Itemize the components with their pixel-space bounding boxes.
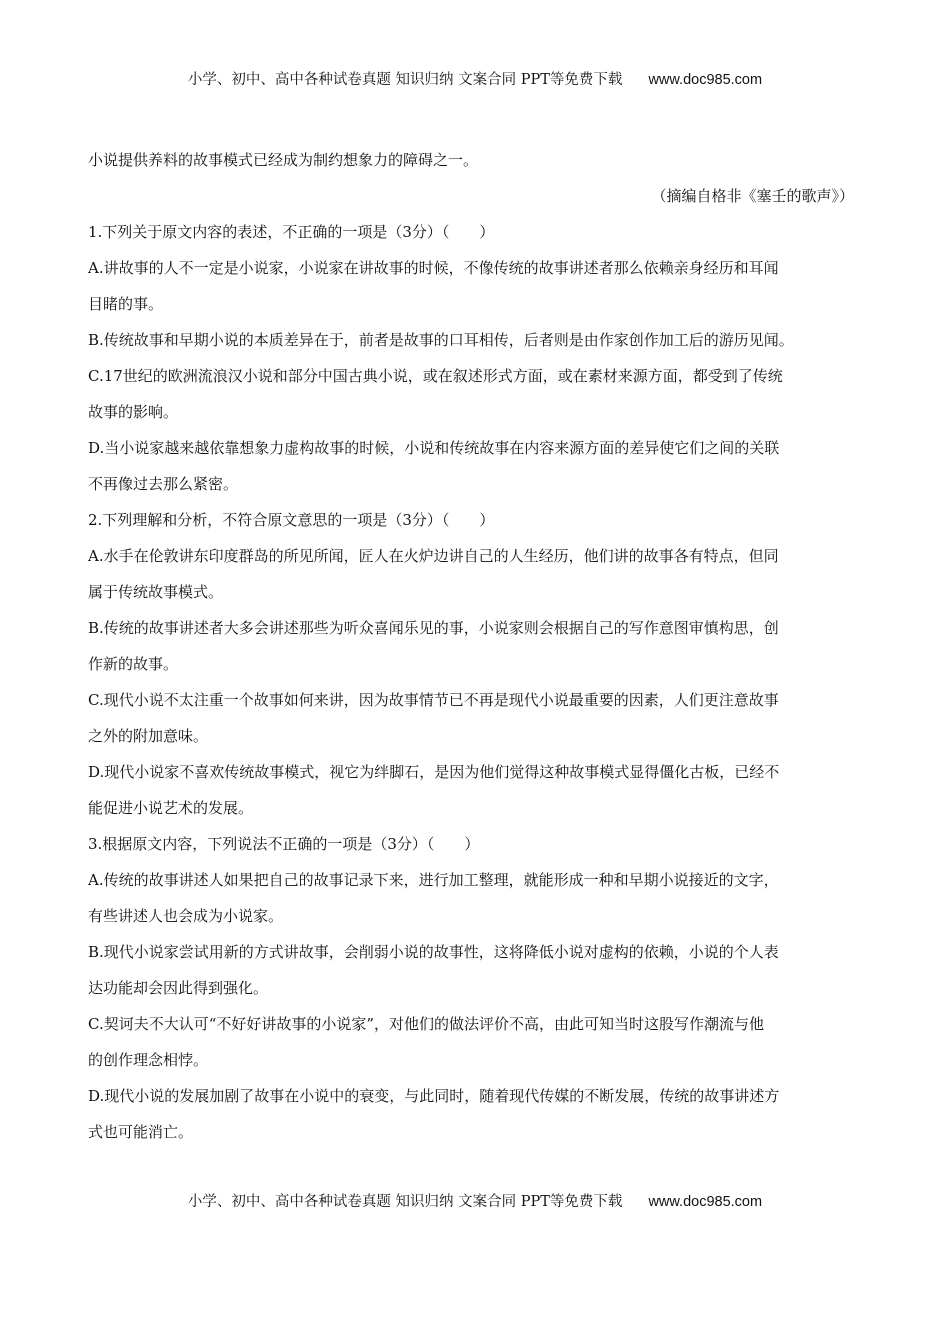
header-url-link[interactable]: www.doc985.com [648, 72, 763, 88]
option-line: 故事的影响。 [88, 403, 179, 421]
passage-source: （摘编自格非《塞壬的歌声》） [651, 187, 854, 205]
option-line: B.传统的故事讲述者大多会讲述那些为听众喜闻乐见的事，小说家则会根据自己的写作意图审慎构思，创 [88, 619, 779, 637]
option-line: 作新的故事。 [88, 655, 179, 673]
option-c[interactable] [88, 1006, 866, 1078]
option-line: 不再像过去那么紧密。 [88, 475, 239, 493]
header-text: 小学、初中、高中各种试卷真题 知识归纳 文案合同 PPT等免费下载 [187, 72, 623, 88]
option-line: B.传统故事和早期小说的本质差异在于，前者是故事的口耳相传，后者则是由作家创作加工后的游历见闻。 [88, 331, 794, 349]
option-line: C.17世纪的欧洲流浪汉小说和部分中国古典小说，或在叙述形式方面，或在素材来源方面，都受到了传统 [88, 367, 783, 385]
option-line: A.讲故事的人不一定是小说家，小说家在讲故事的时候，不像传统的故事讲述者那么依赖亲身经历和耳闻 [88, 259, 779, 277]
option-line: 之外的附加意味。 [88, 727, 209, 745]
option-line: 式也可能消亡。 [88, 1123, 194, 1141]
option-line: 达功能却会因此得到强化。 [88, 979, 269, 997]
option-a[interactable] [88, 250, 866, 322]
option-line: 目睹的事。 [88, 295, 164, 313]
option-c[interactable] [88, 358, 866, 430]
footer-text: 小学、初中、高中各种试卷真题 知识归纳 文案合同 PPT等免费下载 [187, 1194, 623, 1210]
option-d[interactable] [88, 754, 866, 826]
option-line: D.现代小说家不喜欢传统故事模式，视它为绊脚石，是因为他们觉得这种故事模式显得僵化古板，已经不 [88, 763, 780, 781]
option-line: 能促进小说艺术的发展。 [88, 799, 254, 817]
option-line: B.现代小说家尝试用新的方式讲故事，会削弱小说的故事性，这将降低小说对虚构的依赖，小说的个人表 [88, 943, 779, 961]
option-line: A.传统的故事讲述人如果把自己的故事记录下来，进行加工整理，就能形成一种和早期小说接近的文字， [88, 871, 779, 889]
option-line: A.水手在伦敦讲东印度群岛的所见所闻，匠人在火炉边讲自己的人生经历，他们讲的故事各有特点，但同 [88, 547, 779, 565]
option-b[interactable] [88, 322, 866, 358]
question-2 [88, 502, 866, 826]
footer-url-link[interactable]: www.doc985.com [648, 1194, 763, 1210]
question-stem: 3.根据原文内容，下列说法不正确的一项是（3分）（ ） [88, 835, 480, 853]
option-line: 的创作理念相悖。 [88, 1051, 209, 1069]
option-line: D.现代小说的发展加剧了故事在小说中的衰变，与此同时，随着现代传媒的不断发展，传统的故事讲述方 [88, 1087, 780, 1105]
question-stem: 1.下列关于原文内容的表述，不正确的一项是（3分）（ ） [88, 223, 495, 241]
question-stem: 2.下列理解和分析，不符合原文意思的一项是（3分）（ ） [88, 511, 495, 529]
option-a[interactable] [88, 862, 866, 934]
option-line: C.契诃夫不大认可“不好好讲故事的小说家”，对他们的做法评价不高，由此可知当时这股写作潮流与他 [88, 1015, 765, 1033]
question-1 [88, 214, 866, 502]
option-d[interactable] [88, 1078, 866, 1150]
question-3 [88, 826, 866, 1150]
option-line: D.当小说家越来越依靠想象力虚构故事的时候，小说和传统故事在内容来源方面的差异使它们之间的关联 [88, 439, 780, 457]
option-b[interactable] [88, 610, 866, 682]
page-footer [0, 1190, 950, 1211]
page-header [0, 68, 950, 89]
option-b[interactable] [88, 934, 866, 1006]
option-line: 有些讲述人也会成为小说家。 [88, 907, 284, 925]
option-d[interactable] [88, 430, 866, 502]
document-body [88, 142, 866, 1150]
option-c[interactable] [88, 682, 866, 754]
option-a[interactable] [88, 538, 866, 610]
option-line: C.现代小说不太注重一个故事如何来讲，因为故事情节已不再是现代小说最重要的因素，人们更注意故事 [88, 691, 779, 709]
option-line: 属于传统故事模式。 [88, 583, 224, 601]
passage-closing-line: 小说提供养料的故事模式已经成为制约想象力的障碍之一。 [88, 151, 479, 169]
